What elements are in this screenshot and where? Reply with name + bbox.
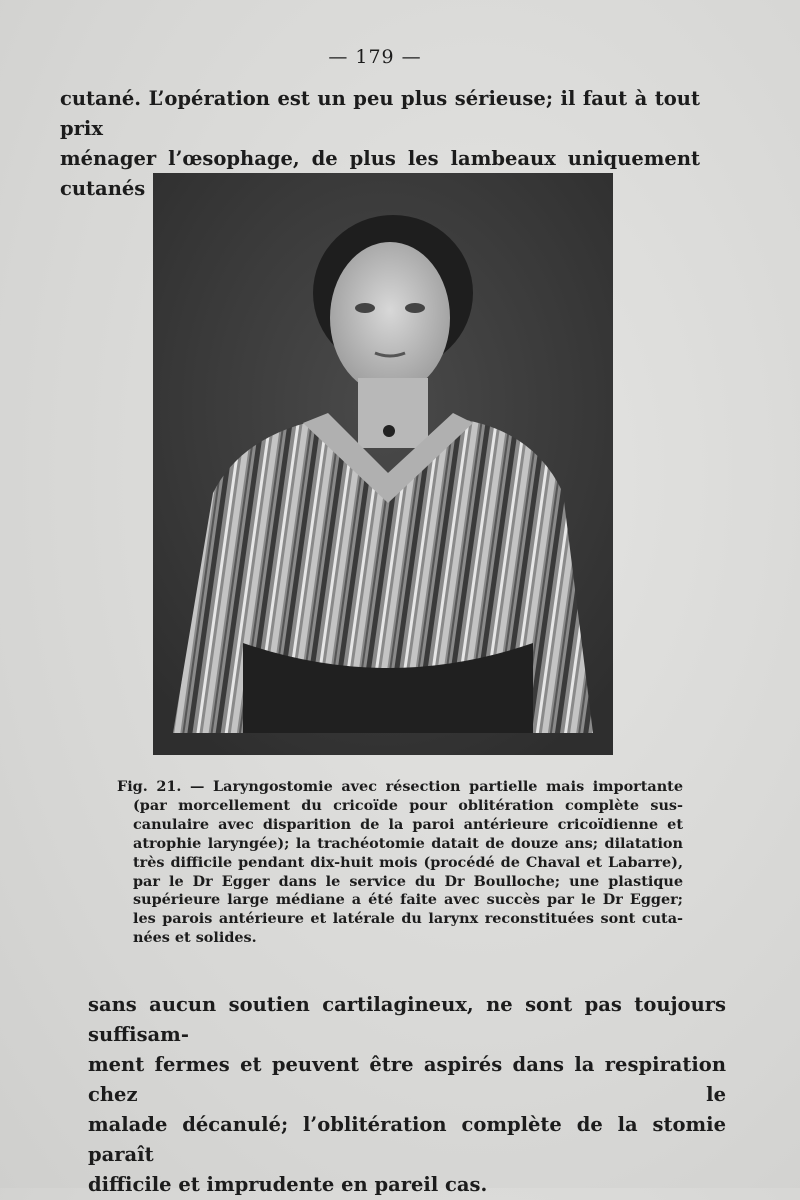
text-line: ment fermes et peuvent être aspirés dans la respiration chez le <box>88 1053 726 1106</box>
text-line: cutané. L’opération est un peu plus sérieuse; il faut à tout prix <box>60 87 700 140</box>
caption-line: les parois antérieure et latérale du larynx reconstituées sont cuta- <box>133 910 683 928</box>
caption-line: nées et solides. <box>133 929 257 947</box>
figure-photograph <box>153 173 613 755</box>
caption-line: atrophie laryngée); la trachéotomie datait de douze ans; dilatation <box>133 834 683 852</box>
caption-line: par le Dr Egger dans le service du Dr Boulloche; une plastique <box>133 872 683 890</box>
text-line: ménager l’œsophage, de plus les lambeaux uniquement cutanés <box>60 147 700 200</box>
caption-line: (par morcellement du cricoïde pour oblitération complète sus- <box>133 796 683 814</box>
text-line: malade décanulé; l’oblitération complète de la stomie paraît <box>88 1113 726 1166</box>
bottom-paragraph <box>88 990 726 1200</box>
text-line: sans aucun soutien cartilagineux, ne sont pas toujours suffisam- <box>88 993 726 1046</box>
caption-line: Fig. 21. — Laryngostomie avec résection partielle mais importante <box>117 778 683 795</box>
caption-line: supérieure large médiane a été faite avec succès par le Dr Egger; <box>133 891 683 909</box>
page-number: — 179 — <box>328 46 422 68</box>
figure-caption <box>117 778 683 948</box>
portrait-illustration <box>153 173 613 755</box>
caption-line: très difficile pendant dix-huit mois (procédé de Chaval et Labarre), <box>133 853 683 871</box>
caption-line: canulaire avec disparition de la paroi antérieure cricoïdienne et <box>133 815 683 833</box>
text-line: difficile et imprudente en pareil cas. <box>88 1173 488 1196</box>
